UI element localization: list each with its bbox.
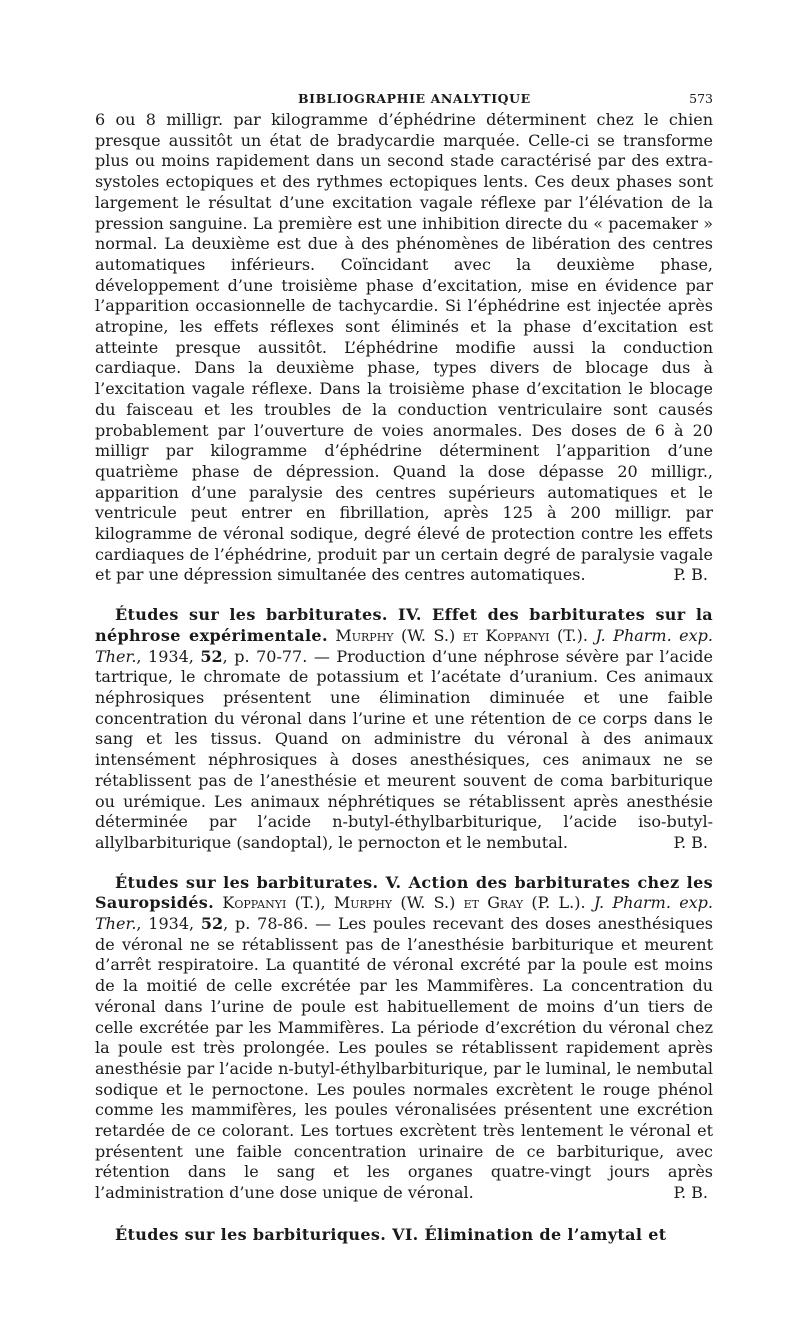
signature: P. B. <box>673 565 708 585</box>
entry-volume: 52 <box>200 914 224 934</box>
entry-volume: 52 <box>200 646 223 666</box>
entry-authors: Murphy (W. S.) et Koppanyi (T.). <box>335 625 588 645</box>
entry-authors: Koppanyi (T.), Murphy (W. S.) et Gray (P. L.). <box>222 893 586 913</box>
bibliography-entry <box>95 605 713 853</box>
entry-title: Études sur les barbiturates. V. Action des barbiturates chez les Sauropsidés. <box>95 872 713 913</box>
bibliography-entry <box>95 1225 713 1246</box>
page-number: 573 <box>689 91 713 106</box>
entry-abstract: — Les poules recevant des doses anesthésiques de véronal ne se rétablissent pas de l’anesthésie barbiturique et meurent d’arrêt respiratoire. La quantité de véronal excrété par la poule est moins de la moitié de celle excrétée par les Mammifères. La concentration du véronal dans l’urine de poule est habituellement de moins d’un tiers de celle excrétée par les Mammifères. La période d’excrétion du véronal chez la poule est très prolongée. Les poules se rétablissent rapidement après anesthésie par l’acide n-butyl-éthylbarbiturique, par le luminal, le nembutal sodique et le pernoctone. Les poules normales excrètent le rouge phénol comme les mammifères, les poules véronalisées présentent une excrétion retardée de ce colorant. Les tortues excrètent très lentement le véronal et présentent une faible concentration urinaire de ce barbiturique, avec rétention dans le sang et les organes quatre-vingt jours après l’administration d’une dose unique de véronal. <box>95 914 713 1203</box>
entry-year: , 1934, <box>136 646 201 666</box>
abstract-text: 6 ou 8 milligr. par kilogramme d’éphédrine déterminent chez le chien presque aussitôt un état de bradycardie marquée. Celle-ci se transforme plus ou moins rapidement dans un second stade caractérisé par des extra-systoles ectopiques et des rythmes ectopiques lents. Ces deux phases sont largement le résultat d’une excitation vagale réflexe par l’élévation de la pression sanguine. La première est une inhibition directe du « pacemaker » normal. La deuxième est due à des phénomènes de libération des centres automatiques inférieurs. Coïncidant avec la deuxième phase, développement d’une troisième phase d’excitation, mise en évidence par l’apparition occasionnelle de tachycardie. Si l’éphédrine est injectée après atropine, les effets réflexes sont éliminés et la phase d’excitation est atteinte presque aussitôt. L’éphédrine modifie aussi la conduction cardiaque. Dans la deuxième phase, types divers de blocage dus à l’excitation vagale réflexe. Dans la troisième phase d’excitation le blocage du faisceau et les troubles de la conduction ventriculaire sont causés probablement par l’ouverture de voies anormales. Des doses de 6 à 20 milligr par kilogramme d’éphédrine déterminent l’apparition d’une quatrième phase de dépression. Quand la dose dépasse 20 milligr., apparition d’une paralysie des centres supérieurs automatiques et le ventricule peut entrer en fibrillation, après 125 à 200 milligr. par kilogramme de véronal sodique, degré élevé de protection contre les effets cardiaques de l’éphédrine, produit par un certain degré de paralysie vagale et par une dépression simultanée des centres automatiques. <box>95 110 713 585</box>
entry-pages: , p. 78-86. <box>223 914 309 934</box>
entry-journal: J. Pharm. exp. Ther. <box>95 893 714 934</box>
entry-year: , 1934, <box>136 914 201 934</box>
entry-abstract: — Production d’une néphrose sévère par l’acide tartrique, le chromate de potassium et l’acétate d’uranium. Ces animaux néphrosiques présentent une élimination diminuée et une faible concentration du véronal dans l’urine et une rétention de ce corps dans le sang et les tissus. Quand on administre du véronal à des animaux intensément néphrosiques à doses anesthésiques, ces animaux ne se rétablissent pas de l’anesthésie et meurent souvent de coma barbiturique ou urémique. Les animaux néphrétiques se rétablissent après anesthésie déterminée par l’acide n-butyl-éthylbarbiturique, l’acide iso-butyl-allylbarbiturique (sandoptal), le pernocton et le nembutal. <box>95 646 714 852</box>
entry-title: Études sur les barbituriques. VI. Élimination de l’amytal et <box>115 1224 667 1244</box>
entry-pages: , p. 70-77. <box>222 646 308 666</box>
signature: P. B. <box>673 1183 708 1203</box>
page-header <box>95 86 713 110</box>
entry-title: Études sur les barbiturates. IV. Effet des barbiturates sur la néphrose expérimentale. <box>95 605 713 645</box>
document-page <box>95 86 713 1246</box>
entry-journal: J. Pharm. exp. Ther. <box>95 625 713 666</box>
running-title: BIBLIOGRAPHIE ANALYTIQUE <box>298 91 531 106</box>
bibliography-entry <box>95 873 713 1204</box>
signature: P. B. <box>673 832 708 852</box>
continued-abstract <box>95 110 713 586</box>
